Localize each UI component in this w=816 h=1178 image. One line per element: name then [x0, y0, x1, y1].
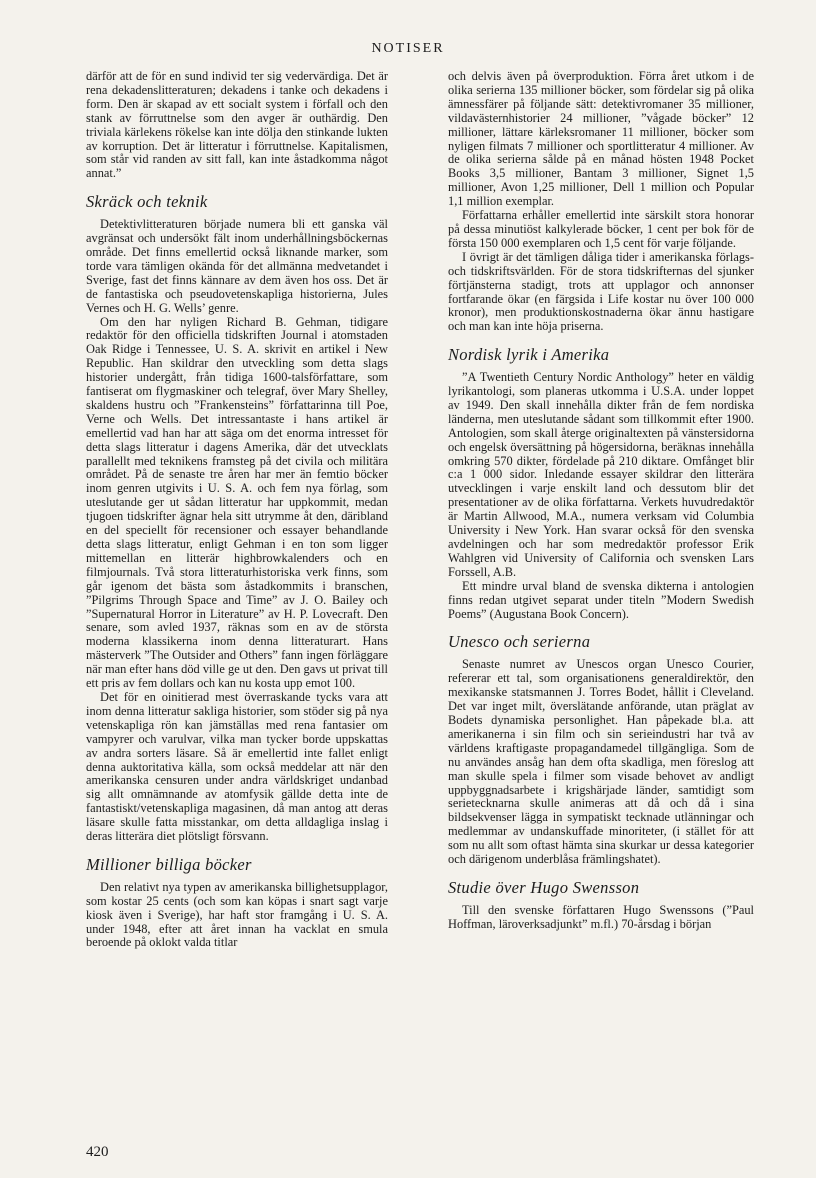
paragraph: ”A Twentieth Century Nordic Anthology” heter en väldig lyrikantologi, som planeras utkomma i U.S.A. under loppet av 1949. Den skall innehålla dikter från de fem nordiska länderna, men uteslutande sådant som tillkommit efter 1900. Antologien, som skall återge originaltexten på vänstersidorna och engelsk översättning på högersidorna, beräknas innehålla omkring 570 dikter, fördelade på 210 diktare. Omfånget blir c:a 1 000 sidor. Inledande essayer skildrar den litterära utvecklingen i varje enskilt land och dessutom blir det presentationer av de olika författarna. Verkets huvudredaktör är Martin Allwood, M.A., numera verksam vid Columbia University i New York. Han svarar också för den svenska avdelningen och har som medredaktör professor Erik Wahlgren vid University of California och svensken Lars Forssell, A.B. [448, 370, 754, 579]
paragraph: Om den har nyligen Richard B. Gehman, tidigare redaktör för den officiella tidskriften Journal i atomstaden Oak Ridge i Tennessee, U. S. A. skrivit en artikel i New Republic. Han skildrar den utveckling som detta slags historier undergått, från tidiga 1600-talsförfattare, som fantiserat om flygmaskiner och telegraf, över Mary Shelley, skaldens hustru och ”Frankensteins” författarinna till Poe, Verne och Wells. Det intressantaste i hans artikel är emellertid vad han har att säga om det enorma intresset för detta slags litteratur i dagens Amerika, där det utvecklats parallellt med teknikens framsteg på det civila och militära området. På de senaste tre åren har mer än femtio böcker inom genren utgivits i U. S. A. och fem nya förlag, som uteslutande ger ut sådan litteratur har uppkommit, medan tjugoen tidskrifter ägnar hela sitt utrymme åt den, däribland en del speciellt för recensioner och essayer behandlande detta slags litteratur, enligt Gehman i en ton som ligger mittemellan en litterär highbrowkalenders och en filmjournals. Två stora litteraturhistoriska verk finns, som går igenom det bästa som åstadkommits i branschen, ”Pilgrims Through Space and Time” av J. O. Bailey och ”Supernatural Horror in Literature” av H. P. Lovecraft. Den senare, som avled 1937, räknas som en av de största moderna klassikerna inom denna litteraturart. Hans mästerverk ”The Outsider and Others” fann ingen förläggare när man efter hans död ville ge ut den. Den gavs ut privat till ett pris av fem dollars och kan nu kosta upp emot 100. [86, 314, 388, 691]
paragraph: Ett mindre urval bland de svenska dikterna i antologien finns redan utgivet separat under titeln ”Modern Swedish Poems” (Augustana Book Concern). [448, 578, 754, 621]
paragraph: Senaste numret av Unescos organ Unesco Courier, refererar ett tal, som organisationens generaldirektör, den mexikanske statsmannen J. Torres Bodet, hållit i Cleveland. Det var inget milt, överslätande anförande, utan präglat av Bodets dynamiska personlighet. Han påpekade bl.a. att amerikanerna i sin film och sin serieindustri har två av världens kraftigaste propagandamedel tillgängliga. Som de nu användes ansåg han dem ofta skadliga, men föreslog att man skulle spela i filmer som visade behovet av andligt uppbyggnadsarbete i krigshärjade länder, samtidigt som serietecknarna skulle animeras att då och då i sina bildsekvenser lägga in sympatiskt tecknade utlänningar och medlemmar av undanskuffade minoriteter, (i stället för att som nu allt som oftast hämta sina skurkar ur dessa kategorier och därigenom underblåsa främlingshatet). [448, 657, 754, 867]
section-heading-unesco-och-serierna: Unesco och serierna [448, 632, 591, 652]
section-heading-millioner-billiga-bocker: Millioner billiga böcker [86, 854, 252, 874]
section-heading-studie-over-hugo-swensson: Studie över Hugo Swensson [448, 877, 640, 897]
paragraph: Den relativt nya typen av amerikanska billighetsupplagor, som kostar 25 cents (och som kan köpas i snart sagt varje kiosk även i Sverige), har haft stor framgång i U. S. A. under 1948, efter att året innan ha vacklat en smula beroende på oklokt valda titlar [86, 879, 388, 950]
paragraph: Till den svenske författaren Hugo Swenssons (”Paul Hoffman, läroverksadjunkt” m.fl.) 70-årsdag i början [448, 902, 754, 931]
paragraph: och delvis även på överproduktion. Förra året utkom i de olika serierna 135 millioner böcker, som fördelar sig på olika ämnessfärer på följande sätt: detektivromaner 35 millioner, vildavästernhistorier 24 millioner, ”vågade böcker” 12 millioner, lättare kärleksromaner 11 millioner, böcker som nyligen filmats 7 millioner och sportlitteratur 4 millioner. Av de olika serierna sålde på en månad hösten 1948 Pocket Books 3,5 millioner, Bantam 3 millioner, Signet 1,5 millioner, Avon 1,25 millioner, Dell 1 million och Popular 1,1 million exemplar. [448, 69, 754, 209]
paragraph: Det för en oinitierad mest överraskande tycks vara att inom denna litteratur sakliga historier, som stöder sig på nya vetenskapliga rön kan jämställas med rena fantasier om vampyrer och varulvar, vilka man tycker borde uppskattas av andra sorters läsare. Så är emellertid inte fallet enligt denna auktoritativa källa, som också meddelar att när den amerikanska censuren under andra världskriget undanbad sig allt omnämnande av atomfysik gällde detta inte de fantastiskt/vetenskapliga magasinen, då man antog att deras läsare skulle fatta misstankar, om detta alldagliga inslag i deras litterära diet plötsligt försvann. [86, 689, 388, 844]
paragraph: I övrigt är det tämligen dåliga tider i amerikanska förlags- och tidskriftsvärlden. För de stora tidskrifternas del sjunker förtjänsterna stadigt, trots att upplagor och annonser fortfarande ökar (en färgsida i Life kostar nu över 100 000 kronor), men produktionskostnaderna ökar ännu hastigare och man kan inte höja priserna. [448, 249, 754, 334]
page-header: NOTISER [371, 41, 445, 56]
left-column [86, 70, 388, 950]
intro-paragraph: därför att de för en sund individ ter sig vedervärdiga. Det är rena dekadenslitteraturen; dekadens i tanke och dekadens i form. Den är skapad av ett socialt system i förfall och den stank av förruttnelse som den avger är outhärdig. Den triviala kärlekens rökelse kan inte dölja den stinkande lukten av korruption. Det är litteratur i förruttnelse. Kapitalismen, som står vid randen av sitt fall, kan inte åstadkomma något annat.” [86, 69, 388, 181]
paragraph: Detektivlitteraturen började numera bli ett ganska väl avgränsat och undersökt fält inom underhållningsböckernas område. Det finns emellertid också liknande marker, som torde vara tämligen okända för det allmänna medvetandet i Sverige, fast det finns kännare av dem även hos oss. Det är de fantastiska och pseudovetenskapliga historierna, Jules Vernes och H. G. Wells’ genre. [86, 217, 388, 315]
paragraph: Författarna erhåller emellertid inte särskilt stora honorar på dessa minutiöst kalkylerade böcker, 1 cent per bok för de första 150 000 exemplaren och 1,5 cent för varje följande. [448, 208, 754, 250]
section-heading-skrack-och-teknik: Skräck och teknik [86, 192, 208, 212]
section-heading-nordisk-lyrik: Nordisk lyrik i Amerika [448, 345, 610, 365]
right-column [448, 70, 754, 932]
page-number: 420 [86, 1144, 109, 1160]
